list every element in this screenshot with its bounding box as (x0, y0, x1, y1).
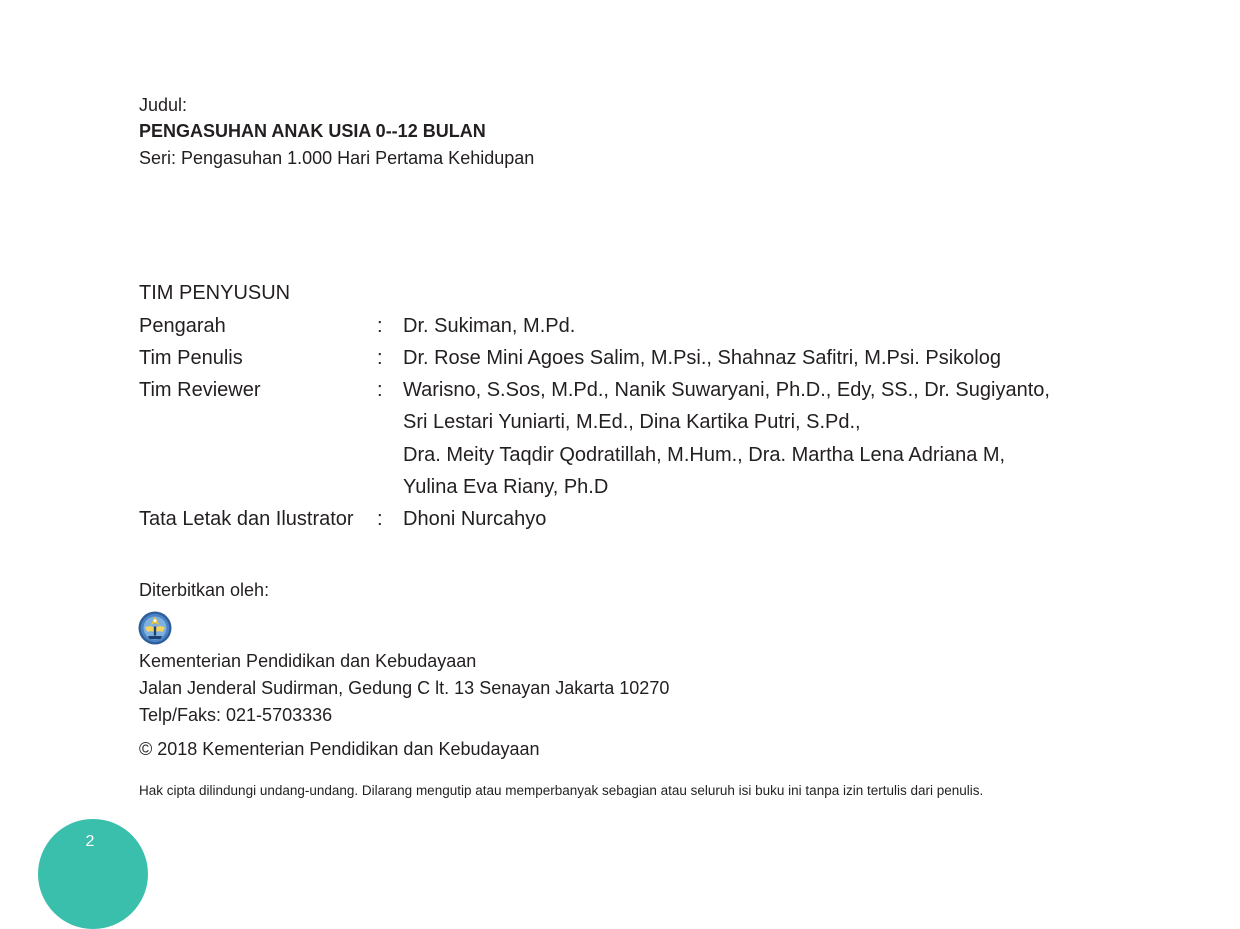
team-role: Pengarah (139, 315, 226, 337)
title-label: Judul: (139, 95, 188, 115)
page-number: 2 (85, 833, 95, 850)
copyright-line: © 2018 Kementerian Pendidikan dan Kebudayaan (139, 739, 540, 759)
team-role: Tata Letak dan Ilustrator (139, 508, 354, 530)
team-member-line: Sri Lestari Yuniarti, M.Ed., Dina Kartika Putri, S.Pd., (403, 411, 861, 434)
series-title: Seri: Pengasuhan 1.000 Hari Pertama Kehidupan (139, 148, 535, 168)
team-role: Tim Penulis (139, 347, 243, 369)
team-member-line: Dra. Meity Taqdir Qodratillah, M.Hum., Dra. Martha Lena Adriana M, (403, 443, 1006, 466)
tut-wuri-handayani-emblem-icon (138, 611, 172, 645)
publisher-label: Diterbitkan oleh: (139, 580, 270, 600)
team-member-line: Warisno, S.Sos, M.Pd., Nanik Suwaryani, Ph.D., Edy, SS., Dr. Sugiyanto, (403, 379, 1050, 401)
team-member-line: Dhoni Nurcahyo (403, 508, 547, 530)
publisher-name: Kementerian Pendidikan dan Kebudayaan (139, 651, 477, 671)
team-members (403, 342, 1001, 374)
team-member-line: Yulina Eva Riany, Ph.D (403, 475, 609, 498)
team-members (403, 503, 546, 535)
team-role: Tim Reviewer (139, 379, 261, 401)
publisher-address: Jalan Jenderal Sudirman, Gedung C lt. 13 Senayan Jakarta 10270 (139, 678, 670, 698)
page-number-badge (38, 819, 148, 929)
team-heading: TIM PENYUSUN (139, 282, 291, 304)
publisher-phone: Telp/Faks: 021-5703336 (139, 705, 333, 725)
team-separator: : (377, 347, 383, 369)
rights-notice: Hak cipta dilindungi undang-undang. Dilarang mengutip atau memperbanyak sebagian atau seluruh isi buku ini tanpa izin tertulis dari penulis. (139, 783, 984, 798)
team-separator: : (377, 379, 383, 401)
team-separator: : (377, 508, 383, 530)
team-members (403, 310, 575, 342)
team-member-line: Dr. Sukiman, M.Pd. (403, 315, 576, 337)
book-title: PENGASUHAN ANAK USIA 0--12 BULAN (139, 121, 486, 141)
team-member-line: Dr. Rose Mini Agoes Salim, M.Psi., Shahnaz Safitri, M.Psi. Psikolog (403, 347, 1001, 369)
team-separator: : (377, 315, 383, 337)
team-members (403, 374, 1050, 503)
